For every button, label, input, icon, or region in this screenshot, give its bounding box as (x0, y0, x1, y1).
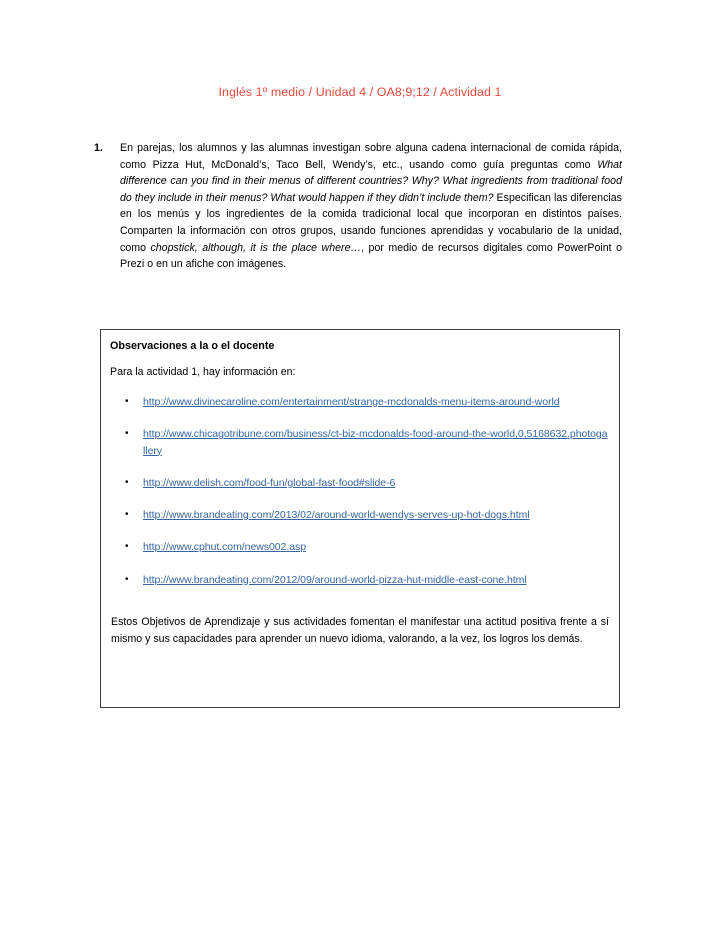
list-item (110, 539, 609, 555)
bullet-icon: • (125, 428, 129, 440)
reference-link-list (110, 394, 609, 588)
list-item (110, 426, 609, 459)
reference-link[interactable]: http://www.divinecaroline.com/entertainment/strange-mcdonalds-menu-items-around-world (143, 396, 560, 408)
activity-block (94, 140, 622, 273)
bullet-icon: • (125, 396, 129, 407)
reference-link[interactable]: http://www.chicagotribune.com/business/ct-biz-mcdonalds-food-around-the-world,0,5168632.photogallery (143, 428, 608, 457)
activity-number: 1. (94, 142, 103, 154)
activity-text-segment-1: En parejas, los alumnos y las alumnas investigan sobre alguna cadena internacional de comida rápida, como Pizza Hut, McDonald’s, Taco Bell, Wendy’s, etc., usando como guía preguntas como (120, 142, 622, 171)
list-item (110, 507, 609, 523)
activity-italic-vocabulary: chopstick, although, it is the place where… (150, 241, 362, 254)
reference-link[interactable]: http://www.brandeating.com/2012/09/around-world-pizza-hut-middle-east-cone.html (143, 573, 527, 586)
observations-footer: Estos Objetivos de Aprendizaje y sus actividades fomentan el manifestar una actitud positiva frente a sí mismo y sus capacidades para aprender un nuevo idioma, valorando, a la vez, los logros los demás. (111, 616, 609, 645)
observations-intro: Para la actividad 1, hay información en: (110, 366, 296, 378)
page-title: Inglés 1º medio / Unidad 4 / OA8;9;12 / Actividad 1 (218, 85, 502, 99)
bullet-icon: • (125, 573, 129, 585)
observations-heading: Observaciones a la o el docente (110, 340, 275, 352)
bullet-icon: • (125, 509, 129, 521)
activity-italic-questions: What difference can you find in their menus of different countries? Why? What ingredients from traditional food do they include in their menus? What would happen if they didn’t include them? (120, 158, 622, 204)
list-item (110, 572, 609, 588)
list-item (110, 475, 609, 491)
observations-box (100, 329, 620, 708)
activity-text (120, 140, 622, 273)
list-item (110, 394, 609, 410)
activity-text-segment-2: Especifican las diferencias en los menús y los ingredientes de la comida tradicional local que incorporan en distintos países. Comparten la información con otros grupos, usando funciones aprendidas y vocabulario de la unidad, como (120, 191, 622, 254)
reference-link[interactable]: http://www.delish.com/food-fun/global-fast-food#slide-6 (143, 476, 396, 489)
reference-link[interactable]: http://www.cphut.com/news002.asp (143, 541, 306, 554)
bullet-icon: • (125, 541, 129, 553)
activity-text-segment-3: , por medio de recursos digitales como PowerPoint o Prezi o en un afiche con imágenes. (120, 241, 623, 271)
bullet-icon: • (125, 476, 129, 488)
reference-link[interactable]: http://www.brandeating.com/2013/02/around-world-wendys-serves-up-hot-dogs.html (143, 509, 530, 522)
activity-list-item (94, 140, 622, 273)
